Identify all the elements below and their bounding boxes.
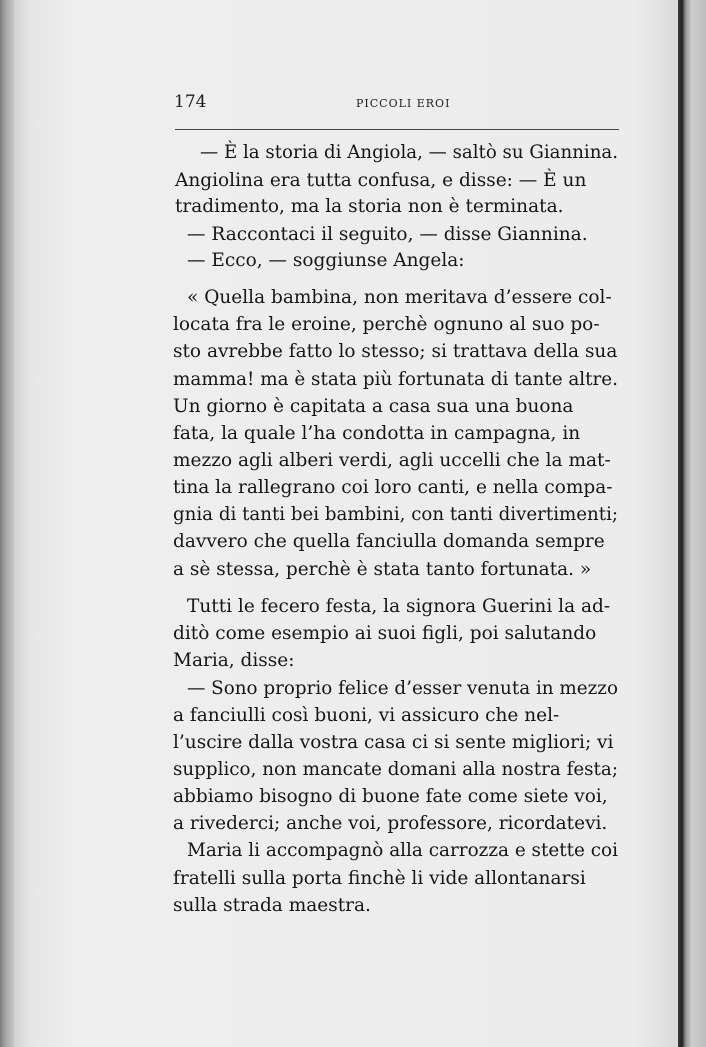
text-line: abbiamo bisogno di buone fate come siete voi,: [173, 786, 608, 807]
text-line: l’uscire dalla vostra casa ci si sente migliori; vi: [173, 732, 614, 753]
text-line: supplico, non mancate domani alla nostra festa;: [173, 759, 618, 780]
text-line: mamma! ma è stata più fortunata di tante altre.: [173, 369, 619, 390]
text-line: — Sono proprio felice d’esser venuta in mezzo: [187, 678, 619, 699]
page-number: 174: [174, 92, 207, 112]
page-binding-shadow: [0, 0, 14, 1047]
text-line: tina la rallegrano coi loro canti, e nella compa-: [173, 477, 613, 498]
text-line: a rivederci; anche voi, professore, ricordatevi.: [173, 813, 608, 834]
header-rule: [175, 129, 619, 130]
text-line: Tutti le fecero festa, la signora Guerini la ad-: [187, 596, 611, 617]
text-line: a sè stessa, perchè è stata tanto fortunata. »: [173, 559, 592, 580]
running-title: PICCOLI EROI: [356, 97, 451, 110]
text-line: mezzo agli alberi verdi, agli uccelli che la mat-: [173, 450, 611, 471]
text-line: fratelli sulla porta finchè li vide allontanarsi: [173, 868, 586, 889]
text-line: — Ecco, — soggiunse Angela:: [187, 250, 465, 271]
text-line: Maria li accompagnò alla carrozza e stette coi: [187, 840, 619, 861]
text-line: ditò come esempio ai suoi figli, poi salutando: [173, 623, 597, 644]
text-line: sto avrebbe fatto lo stesso; si trattava della sua: [173, 341, 618, 362]
text-line: tradimento, ma la storia non è terminata.: [175, 196, 564, 217]
text-line: Un giorno è capitata a casa sua una buona: [173, 396, 574, 417]
text-line: — Raccontaci il seguito, — disse Giannina.: [187, 224, 588, 245]
text-line: Maria, disse:: [173, 650, 295, 671]
text-line: sulla strada maestra.: [173, 895, 371, 916]
text-line: « Quella bambina, non meritava d’essere col-: [187, 287, 612, 308]
text-line: fata, la quale l’ha condotta in campagna, in: [173, 423, 581, 444]
text-line: davvero che quella fanciulla domanda sempre: [173, 531, 605, 552]
text-line: gnia di tanti bei bambini, con tanti divertimenti;: [173, 504, 619, 525]
page-edge-shadow: [678, 0, 706, 1047]
text-line: locata fra le eroine, perchè ognuno al suo po-: [173, 314, 600, 335]
text-line: a fanciulli così buoni, vi assicuro che nel-: [173, 705, 560, 726]
text-line: — È la storia di Angiola, — saltò su Giannina.: [200, 142, 619, 163]
text-line: Angiolina era tutta confusa, e disse: — È un: [175, 170, 587, 191]
